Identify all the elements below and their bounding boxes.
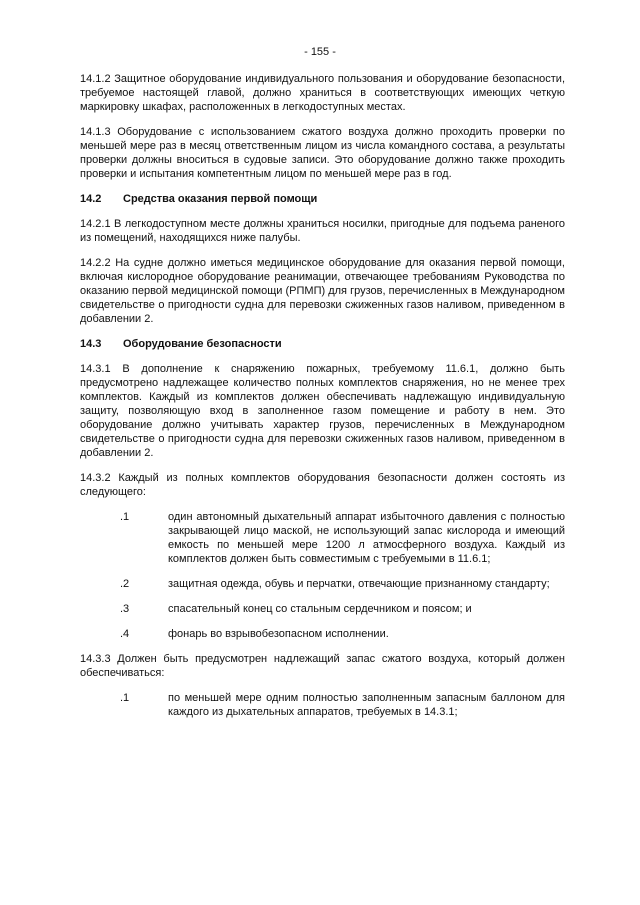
list-item — [80, 602, 565, 616]
section-number: 14.3 — [80, 338, 102, 350]
section-title: Оборудование безопасности — [123, 338, 282, 350]
section-number: 14.2 — [80, 193, 102, 205]
section-heading-14-2 — [80, 192, 565, 206]
paragraph-14-3-1: 14.3.1 В дополнение к снаряжению пожарных, требуемому 11.6.1, должно быть предусмотрено надлежащее количество полных комплектов снаряжения, но не менее трех комплектов. Каждый из комплектов должен обеспечивать надлежащую индивидуальную защиту, позволяющую вход в заполненное газом помещение и работу в нем. Это оборудование должно учитывать характер грузов, перечисленных в Международном свидетельстве о пригодности судна для перевозки сжиженных газов наливом, приведенном в добавлении 2. — [80, 363, 565, 459]
section-title: Средства оказания первой помощи — [123, 193, 318, 205]
list-item — [80, 577, 565, 591]
list-item-text: один автономный дыхательный аппарат избыточного давления с полностью закрывающей лицо маской, не использующий запас кислорода и имеющий емкость по меньшей мере 1200 л атмосферного воздуха. Каждый из комплектов должен быть совместимым с требуемыми в 11.6.1; — [168, 511, 565, 565]
list-marker: .3 — [120, 603, 130, 615]
list-marker: .1 — [120, 692, 130, 704]
list-item — [80, 627, 565, 641]
page-number: - 155 - — [304, 46, 336, 58]
paragraph-14-2-2: 14.2.2 На судне должно иметься медицинское оборудование для оказания первой помощи, включая кислородное оборудование реанимации, отвечающее требованиям Руководства по оказанию первой медицинской помощи (РПМП) для грузов, перечисленных в Международном свидетельстве о пригодности судна для перевозки сжиженных газов наливом, приведенном в добавлении 2. — [80, 257, 565, 325]
list-item — [80, 510, 565, 566]
paragraph-14-1-2: 14.1.2 Защитное оборудование индивидуального пользования и оборудование безопасности, требуемое настоящей главой, должно храниться в соответствующих имеющих четкую маркировку шкафах, расположенных в легкодоступных местах. — [80, 73, 565, 113]
list-item — [80, 691, 565, 719]
list-marker: .1 — [120, 511, 130, 523]
list-item-text: фонарь во взрывобезопасном исполнении. — [168, 628, 389, 640]
paragraph-14-1-3: 14.1.3 Оборудование с использованием сжатого воздуха должно проходить проверки по меньшей мере раз в месяц ответственным лицом из числа командного состава, а результаты проверки должны вноситься в судовые записи. Это оборудование должно также проходить проверки и испытания компетентным лицом по меньшей мере раз в год. — [80, 126, 565, 180]
list-item-text: защитная одежда, обувь и перчатки, отвечающие признанному стандарту; — [168, 578, 550, 590]
paragraph-14-3-2: 14.3.2 Каждый из полных комплектов оборудования безопасности должен состоять из следующего: — [80, 472, 565, 498]
list-item-text: спасательный конец со стальным сердечником и поясом; и — [168, 603, 472, 615]
document-body — [80, 72, 565, 730]
list-marker: .2 — [120, 578, 130, 590]
list-marker: .4 — [120, 628, 130, 640]
paragraph-14-3-3: 14.3.3 Должен быть предусмотрен надлежащий запас сжатого воздуха, который должен обеспечиваться: — [80, 653, 565, 679]
list-item-text: по меньшей мере одним полностью заполненным запасным баллоном для каждого из дыхательных аппаратов, требуемых в 14.3.1; — [168, 692, 565, 718]
paragraph-14-2-1: 14.2.1 В легкодоступном месте должны храниться носилки, пригодные для подъема раненого из помещений, находящихся ниже палубы. — [80, 218, 565, 244]
section-heading-14-3 — [80, 337, 565, 351]
